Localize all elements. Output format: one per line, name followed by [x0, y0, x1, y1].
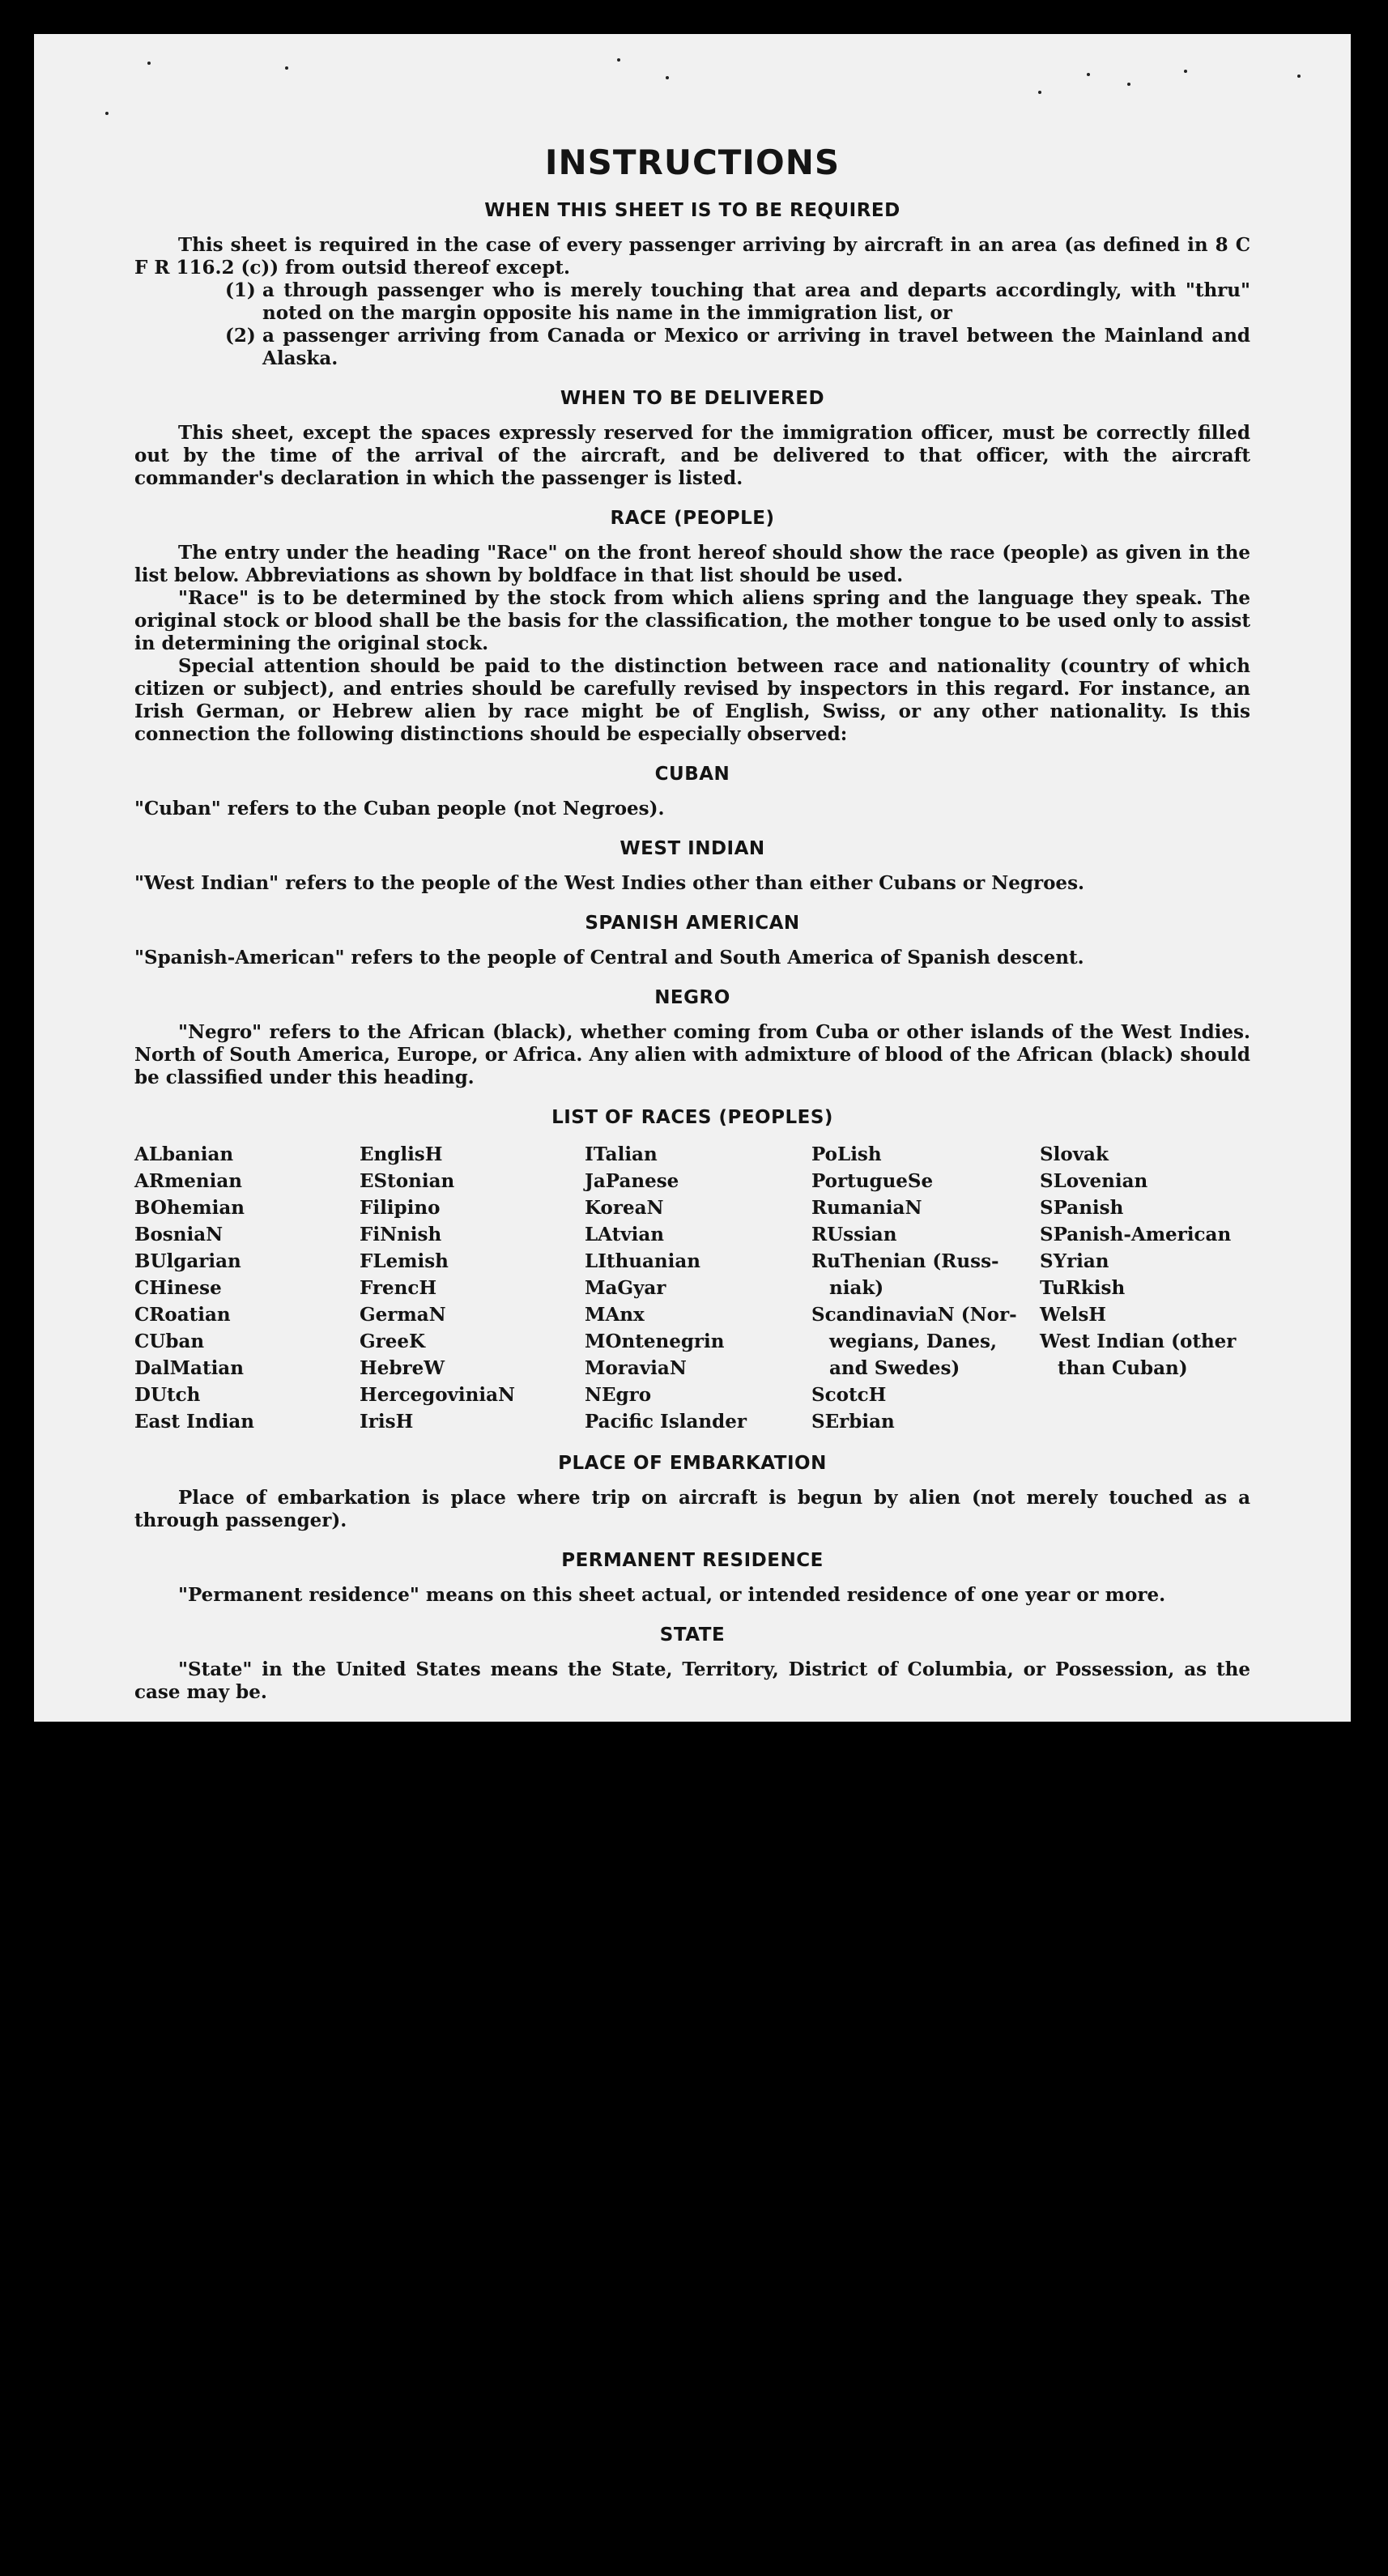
race-item: Pacific Islander [585, 1411, 747, 1433]
race-item: FrencH [360, 1277, 437, 1299]
race-item: FiNnish [360, 1224, 442, 1245]
heading-permanent-residence: PERMANENT RESIDENCE [561, 1550, 824, 1571]
race-item: BosniaN [134, 1224, 224, 1245]
when-required-intro: This sheet is required in the case of every passenger arriving by aircraft in an area (as defined in 8 C F R 116.2 (c)) from outsid thereof except. [134, 234, 1250, 279]
heading-when-delivered: WHEN TO BE DELIVERED [560, 388, 825, 409]
race-paragraph: Special attention should be paid to the distinction between race and nationality (country of which citizen or subject), and entries should be carefully revised by inspectors in this regard. For instance, an Irish German, or Hebrew alien by race might be of English, Swiss, or any other nationality. Is this connection the following distinctions should be especially observed: [134, 655, 1250, 745]
race-item: LIthuanian [585, 1250, 700, 1272]
race-item: JaPanese [585, 1170, 679, 1192]
race-item: SErbian [811, 1411, 895, 1433]
race-item: RumaniaN [811, 1197, 922, 1219]
race-item: SLovenian [1040, 1170, 1148, 1192]
exception-text: a through passenger who is merely touching that area and departs accordingly, with "thru" noted on the margin opposite his name in the immigration list, or [262, 279, 1250, 324]
race-item: CRoatian [134, 1304, 231, 1326]
race-item: DalMatian [134, 1357, 244, 1379]
race-item: IrisH [360, 1411, 414, 1433]
race-item: KoreaN [585, 1197, 664, 1219]
race-item: ITalian [585, 1143, 658, 1165]
race-item: Filipino [360, 1197, 441, 1219]
races-column-1 [134, 1141, 360, 1435]
race-item: ScotcH [811, 1384, 887, 1406]
race-item: East Indian [134, 1411, 254, 1433]
races-column-3 [585, 1141, 811, 1435]
race-item: West Indian (other [1040, 1331, 1237, 1352]
race-item: RuThenian (Russ- [811, 1250, 999, 1272]
race-item: SPanish-American [1040, 1224, 1232, 1245]
race-item: MaGyar [585, 1277, 666, 1299]
heading-negro: NEGRO [654, 987, 730, 1008]
heading-embarkation: PLACE OF EMBARKATION [558, 1453, 827, 1474]
spanish-american-text: "Spanish-American" refers to the people of Central and South America of Spanish descent. [134, 947, 1084, 969]
cuban-text: "Cuban" refers to the Cuban people (not Negroes). [134, 798, 665, 820]
exception-item [225, 279, 1250, 325]
race-item: RUssian [811, 1224, 897, 1245]
race-item: MoraviaN [585, 1357, 687, 1379]
race-item: TuRkish [1040, 1277, 1126, 1299]
race-item: PoLish [811, 1143, 882, 1165]
permanent-residence-text: "Permanent residence" means on this sheet actual, or intended residence of one year or more. [178, 1584, 1166, 1606]
heading-race: RACE (PEOPLE) [610, 508, 775, 529]
state-text: "State" in the United States means the State, Territory, District of Columbia, or Possession, as the case may be. [134, 1658, 1250, 1703]
exception-text: a passenger arriving from Canada or Mexico or arriving in travel between the Mainland and Alaska. [262, 325, 1250, 369]
race-item: HercegoviniaN [360, 1384, 516, 1406]
race-item: SYrian [1040, 1250, 1109, 1272]
race-item-continuation: wegians, Danes, [829, 1331, 997, 1352]
race-item: FLemish [360, 1250, 449, 1272]
heading-spanish-american: SPANISH AMERICAN [585, 913, 800, 934]
race-item-continuation: than Cuban) [1058, 1357, 1188, 1379]
race-item: GreeK [360, 1331, 426, 1352]
race-item: EnglisH [360, 1143, 443, 1165]
race-item-continuation: and Swedes) [829, 1357, 960, 1379]
race-item: CHinese [134, 1277, 222, 1299]
negro-text: "Negro" refers to the African (black), whether coming from Cuba or other islands of the West Indies. North of South America, Europe, or Africa. Any alien with admixture of blood of the African (black) should be classified under this heading. [134, 1021, 1250, 1088]
races-column-5 [1040, 1141, 1250, 1435]
race-item: PortugueSe [811, 1170, 934, 1192]
exception-number: (2) [225, 325, 256, 347]
race-item: BOhemian [134, 1197, 245, 1219]
race-item: MOntenegrin [585, 1331, 725, 1352]
race-item: NEgro [585, 1384, 652, 1406]
race-item-continuation: niak) [829, 1277, 884, 1299]
race-item: DUtch [134, 1384, 201, 1406]
race-item: CUban [134, 1331, 205, 1352]
page-title: INSTRUCTIONS [544, 143, 841, 182]
race-item: GermaN [360, 1304, 446, 1326]
heading-cuban: CUBAN [654, 764, 730, 785]
embarkation-text: Place of embarkation is place where trip on aircraft is begun by alien (not merely touched as a through passenger). [134, 1487, 1250, 1531]
when-delivered-text: This sheet, except the spaces expressly reserved for the immigration officer, must be correctly filled out by the time of the arrival of the aircraft, and be delivered to that officer, with the aircraft commander's declaration in which the passenger is listed. [134, 422, 1250, 489]
races-list [134, 1141, 1250, 1435]
race-item: SPanish [1040, 1197, 1124, 1219]
race-item: Slovak [1040, 1143, 1109, 1165]
race-item: ALbanian [134, 1143, 234, 1165]
race-item: ScandinaviaN (Nor- [811, 1304, 1017, 1326]
race-item: LAtvian [585, 1224, 664, 1245]
heading-state: STATE [659, 1624, 726, 1646]
exceptions-list [134, 279, 1250, 370]
heading-when-required: WHEN THIS SHEET IS TO BE REQUIRED [484, 200, 900, 221]
race-item: HebreW [360, 1357, 445, 1379]
races-column-2 [360, 1141, 585, 1435]
race-paragraph: The entry under the heading "Race" on the front hereof should show the race (people) as given in the list below. Abbreviations as shown by boldface in that list should be used. [134, 542, 1250, 586]
west-indian-text: "West Indian" refers to the people of the West Indies other than either Cubans or Negroes. [134, 872, 1085, 894]
race-item: ARmenian [134, 1170, 243, 1192]
race-item: MAnx [585, 1304, 645, 1326]
heading-list-of-races: LIST OF RACES (PEOPLES) [551, 1107, 833, 1128]
exception-number: (1) [225, 279, 256, 301]
race-item: BUlgarian [134, 1250, 241, 1272]
race-item: EStonian [360, 1170, 455, 1192]
race-paragraph: "Race" is to be determined by the stock from which aliens spring and the language they speak. The original stock or blood shall be the basis for the classification, the mother tongue to be used only to assist in determining the original stock. [134, 587, 1250, 654]
races-column-4 [811, 1141, 1040, 1435]
exception-item [225, 325, 1250, 370]
race-item: WelsH [1040, 1304, 1107, 1326]
heading-west-indian: WEST INDIAN [619, 838, 765, 859]
document-page [34, 34, 1351, 1722]
